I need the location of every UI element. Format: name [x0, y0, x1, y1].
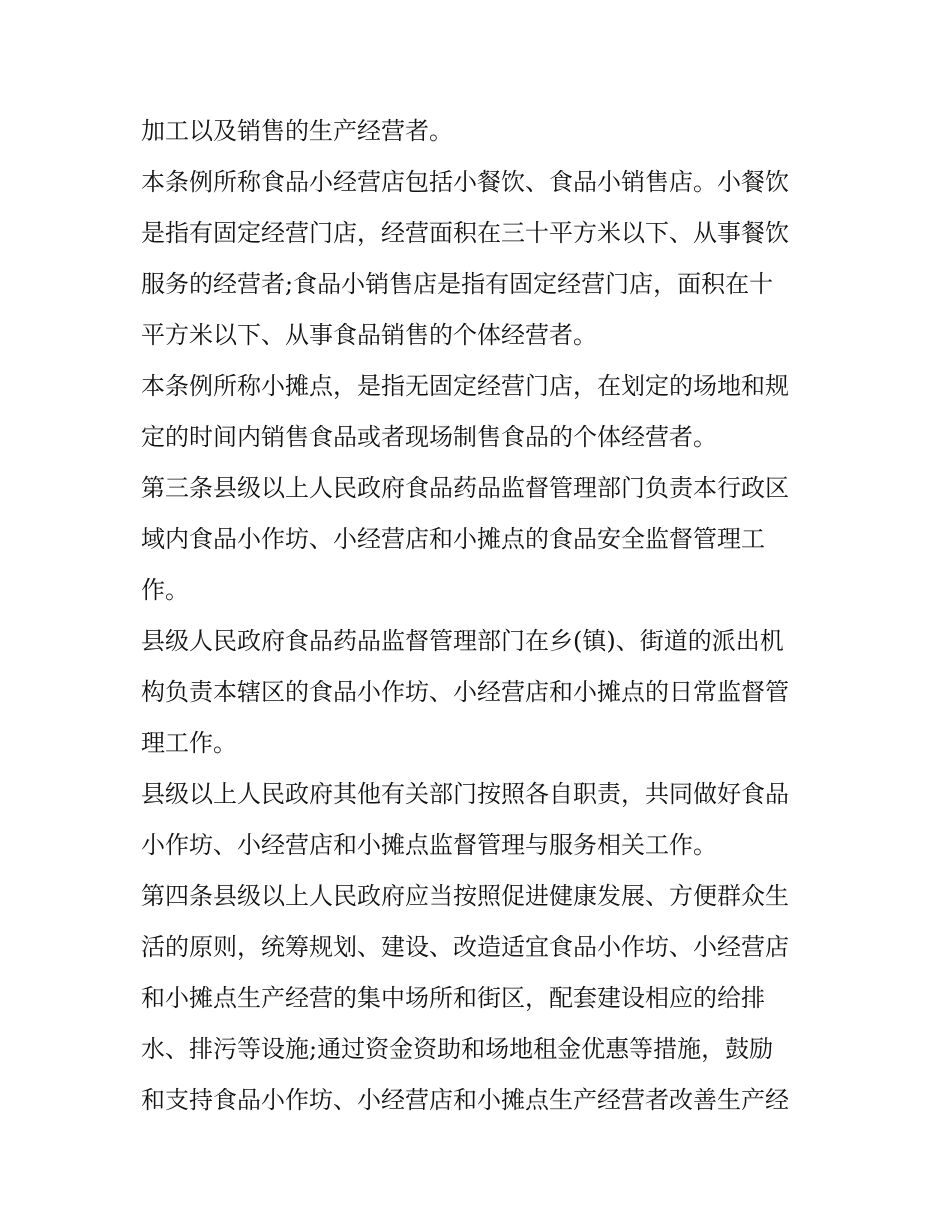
text-line: 是指有固定经营门店，经营面积在三十平方米以下、从事餐饮: [141, 219, 789, 247]
document-body: [141, 106, 821, 1126]
text-line: 作。: [141, 576, 189, 604]
text-line: 水、排污等设施;通过资金资助和场地租金优惠等措施，鼓励: [141, 1035, 774, 1063]
text-line: 本条例所称食品小经营店包括小餐饮、食品小销售店。小餐饮: [141, 168, 789, 196]
text-line: 定的时间内销售食品或者现场制售食品的个体经营者。: [141, 423, 717, 451]
text-line: 县级以上人民政府其他有关部门按照各自职责，共同做好食品: [141, 780, 789, 808]
text-line: 理工作。: [141, 729, 237, 757]
text-line: 构负责本辖区的食品小作坊、小经营店和小摊点的日常监督管: [141, 678, 789, 706]
text-line: 活的原则，统筹规划、建设、改造适宜食品小作坊、小经营店: [141, 933, 789, 961]
text-line: 域内食品小作坊、小经营店和小摊点的食品安全监督管理工: [141, 525, 765, 553]
text-line: 和小摊点生产经营的集中场所和街区，配套建设相应的给排: [141, 984, 765, 1012]
text-line: 和支持食品小作坊、小经营店和小摊点生产经营者改善生产经: [141, 1086, 789, 1114]
text-line: 本条例所称小摊点，是指无固定经营门店，在划定的场地和规: [141, 372, 789, 400]
text-line: 加工以及销售的生产经营者。: [141, 117, 453, 145]
text-line: 平方米以下、从事食品销售的个体经营者。: [141, 321, 597, 349]
text-line: 第四条县级以上人民政府应当按照促进健康发展、方便群众生: [141, 882, 789, 910]
text-line: 服务的经营者;食品小销售店是指有固定经营门店，面积在十: [141, 270, 774, 298]
text-line: 县级人民政府食品药品监督管理部门在乡(镇)、街道的派出机: [141, 627, 784, 655]
text-line: 第三条县级以上人民政府食品药品监督管理部门负责本行政区: [141, 474, 789, 502]
text-line: 小作坊、小经营店和小摊点监督管理与服务相关工作。: [141, 831, 717, 859]
